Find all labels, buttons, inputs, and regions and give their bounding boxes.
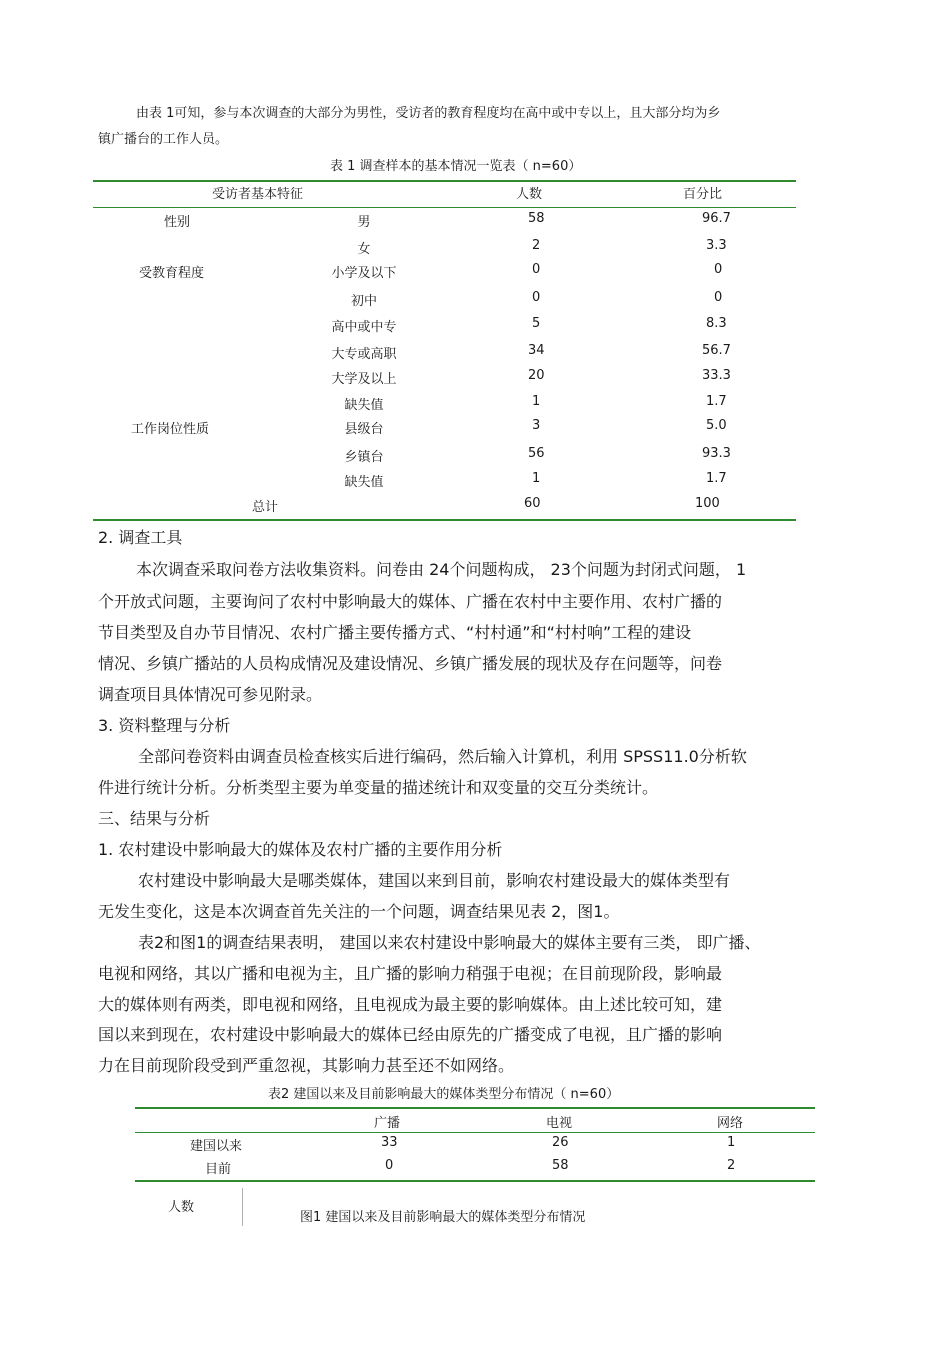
part3-para-b-line-2: 电视和网络，其以广播和电视为主，且广播的影响力稍强于电视；在目前现阶段，影响最 (98, 964, 723, 983)
table1-count-cell: 3 (532, 418, 541, 433)
section3-line-1: 全部问卷资料由调查员检查核实后进行编码，然后输入计算机，利用 SPSS11.0分析软 (138, 747, 747, 766)
table1-pct-cell: 8.3 (706, 316, 727, 331)
table1-total-count: 60 (524, 496, 541, 511)
section2-heading: 2. 调查工具 (98, 528, 183, 547)
part3-heading: 三、结果与分析 (98, 809, 211, 828)
table1-item-label: 乡镇台 (344, 450, 384, 465)
table1-count-cell: 58 (528, 211, 545, 226)
table1-pct-cell: 93.3 (702, 446, 731, 461)
table1-group-label: 工作岗位性质 (131, 422, 210, 437)
table2-header-rule (135, 1132, 815, 1133)
table1-count-cell: 2 (532, 238, 541, 253)
table2-row-label: 建国以来 (190, 1139, 243, 1154)
section3-line-2: 件进行统计分析。分析类型主要为单变量的描述统计和双变量的交互分类统计。 (98, 778, 659, 797)
figure1-ylabel: 人数 (168, 1200, 195, 1215)
table2-header-tv: 电视 (546, 1116, 573, 1131)
figure1-axis (242, 1188, 243, 1226)
section2-line-3: 节目类型及自办节目情况、农村广播主要传播方式、“村村通”和“村村响”工程的建设 (98, 623, 692, 642)
table1-group-label: 性别 (164, 215, 191, 230)
table2-bottom-rule (135, 1180, 815, 1182)
table1-item-label: 县级台 (344, 422, 384, 437)
table1-item-label: 高中或中专 (331, 320, 397, 335)
table1-total-label: 总计 (252, 500, 279, 515)
table1-count-cell: 1 (532, 394, 541, 409)
part3-para-b-line-1: 表2和图1的调查结果表明， 建国以来农村建设中影响最大的媒体主要有三类， 即广播、 (138, 933, 761, 952)
part3-para-a-line-1: 农村建设中影响最大是哪类媒体，建国以来到目前，影响农村建设最大的媒体类型有 (138, 871, 731, 890)
table1-count-cell: 5 (532, 316, 541, 331)
table1-total-pct: 100 (695, 496, 720, 511)
table2-cell: 0 (385, 1158, 394, 1173)
table2-caption: 表2 建国以来及目前影响最大的媒体类型分布情况（ n=60） (268, 1087, 620, 1102)
intro-line-1: 由表 1可知，参与本次调查的大部分为男性，受访者的教育程度均在高中或中专以上，且大部分均为乡 (136, 106, 721, 121)
table1-item-label: 男 (357, 215, 371, 230)
table1-pct-cell: 5.0 (706, 418, 727, 433)
table1-pct-cell: 33.3 (702, 368, 731, 383)
table1-count-cell: 0 (532, 290, 541, 305)
table1-header-rule (93, 207, 796, 208)
section2-line-1: 本次调查采取问卷方法收集资料。问卷由 24个问题构成， 23个问题为封闭式问题， 1 (136, 560, 747, 579)
table1-item-label: 小学及以下 (331, 266, 397, 281)
table1-pct-cell: 0 (714, 262, 723, 277)
table1-pct-cell: 1.7 (706, 471, 727, 486)
table1-pct-cell: 3.3 (706, 238, 727, 253)
table2-cell: 26 (552, 1135, 569, 1150)
table1-pct-cell: 56.7 (702, 343, 731, 358)
section3-heading: 3. 资料整理与分析 (98, 716, 231, 735)
table2-top-rule (135, 1107, 815, 1109)
table1-item-label: 大专或高职 (331, 347, 397, 362)
table2-cell: 33 (381, 1135, 398, 1150)
table1-item-label: 初中 (351, 294, 378, 309)
section2-line-5: 调查项目具体情况可参见附录。 (98, 685, 323, 704)
table1-count-cell: 1 (532, 471, 541, 486)
table1-item-label: 大学及以上 (331, 372, 397, 387)
table2-header-internet: 网络 (717, 1116, 744, 1131)
table1-count-cell: 0 (532, 262, 541, 277)
table1-pct-cell: 1.7 (706, 394, 727, 409)
table1-item-label: 女 (357, 242, 371, 257)
table1-item-label: 缺失值 (344, 475, 384, 490)
table1-header-feature: 受访者基本特征 (212, 187, 304, 202)
table1-top-rule (93, 180, 796, 182)
figure1-caption: 图1 建国以来及目前影响最大的媒体类型分布情况 (300, 1210, 586, 1225)
part3-para-b-line-3: 大的媒体则有两类，即电视和网络，且电视成为最主要的影响媒体。由上述比较可知，建 (98, 995, 723, 1014)
table1-pct-cell: 96.7 (702, 211, 731, 226)
table2-row-label: 目前 (205, 1162, 232, 1177)
table2-header-radio: 广播 (374, 1116, 401, 1131)
table1-caption: 表 1 调查样本的基本情况一览表（ n=60） (330, 159, 582, 174)
table2-cell: 58 (552, 1158, 569, 1173)
section2-line-4: 情况、乡镇广播站的人员构成情况及建设情况、乡镇广播发展的现状及存在问题等，问卷 (98, 654, 723, 673)
table2-cell: 1 (727, 1135, 736, 1150)
table2-cell: 2 (727, 1158, 736, 1173)
section2-line-2: 个开放式问题，主要询问了农村中影响最大的媒体、广播在农村中主要作用、农村广播的 (98, 592, 723, 611)
table1-header-count: 人数 (516, 187, 543, 202)
part3-para-a-line-2: 无发生变化，这是本次调查首先关注的一个问题，调查结果见表 2，图1。 (98, 902, 620, 921)
part3-subheading-1: 1. 农村建设中影响最大的媒体及农村广播的主要作用分析 (98, 840, 503, 859)
table1-item-label: 缺失值 (344, 398, 384, 413)
table1-count-cell: 56 (528, 446, 545, 461)
table1-group-label: 受教育程度 (139, 266, 205, 281)
table1-count-cell: 20 (528, 368, 545, 383)
intro-line-2: 镇广播台的工作人员。 (98, 132, 229, 147)
table1-bottom-rule (93, 519, 796, 521)
table1-count-cell: 34 (528, 343, 545, 358)
table1-pct-cell: 0 (714, 290, 723, 305)
part3-para-b-line-4: 国以来到现在，农村建设中影响最大的媒体已经由原先的广播变成了电视，且广播的影响 (98, 1025, 723, 1044)
part3-para-b-line-5: 力在目前现阶段受到严重忽视，其影响力甚至还不如网络。 (98, 1056, 515, 1075)
table1-header-pct: 百分比 (683, 187, 723, 202)
